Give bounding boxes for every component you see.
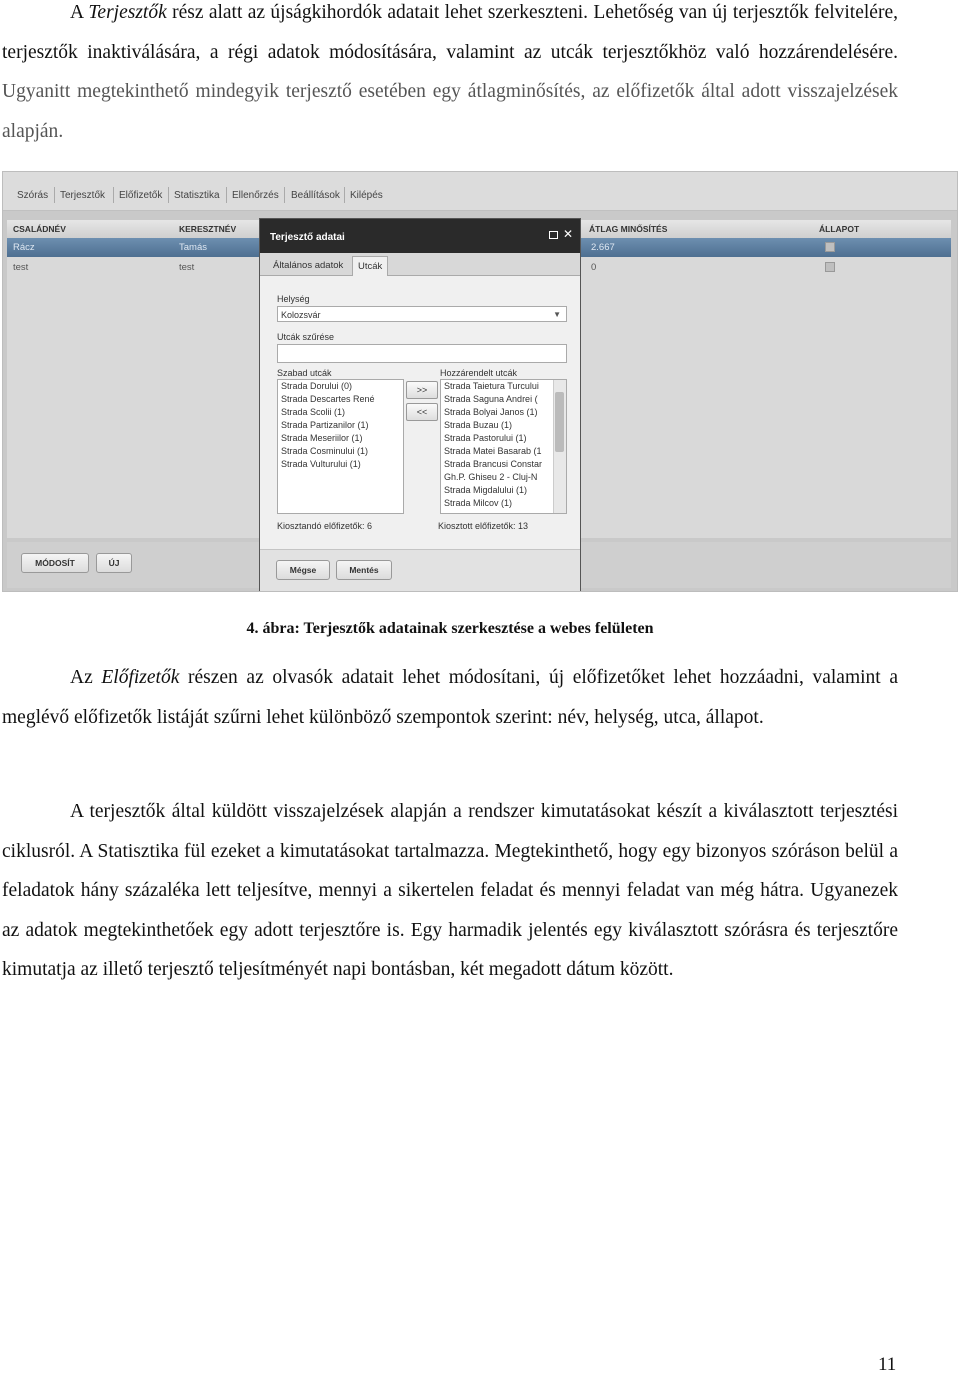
col-rating[interactable]: ÁTLAG MINŐSÍTÉS bbox=[589, 224, 668, 234]
tab-streets[interactable]: Utcák bbox=[352, 256, 388, 276]
list-item[interactable]: Strada Pastorului (1) bbox=[444, 433, 527, 443]
nav-tab-kilepes[interactable]: Kilépés bbox=[350, 190, 383, 201]
list-item[interactable]: Strada Saguna Andrei ( bbox=[444, 394, 538, 404]
list-item[interactable]: Strada Brancusi Constar bbox=[444, 459, 543, 469]
dialog-titlebar bbox=[260, 219, 580, 253]
nav-tab-terjesztok[interactable]: Terjesztők bbox=[60, 190, 106, 201]
list-item[interactable]: Strada Cosminului (1) bbox=[281, 446, 369, 456]
col-status[interactable]: ÁLLAPOT bbox=[819, 224, 860, 234]
city-label: Helység bbox=[277, 294, 310, 304]
distributor-dialog bbox=[259, 218, 581, 592]
city-value: Kolozsvár bbox=[281, 310, 321, 320]
list-item[interactable]: Gh.P. Ghiseu 2 - Cluj-N bbox=[444, 472, 538, 482]
list-item[interactable]: Strada Milcov (1) bbox=[444, 498, 513, 508]
list-item[interactable]: Strada Dorului (0) bbox=[281, 381, 353, 391]
list-item[interactable]: Strada Migdalului (1) bbox=[444, 485, 528, 495]
move-right-button[interactable]: >> bbox=[406, 381, 438, 399]
app-nav bbox=[3, 172, 957, 211]
save-button[interactable]: Mentés bbox=[336, 560, 392, 580]
col-lastname[interactable]: CSALÁDNÉV bbox=[13, 224, 66, 234]
p2-indent: Az bbox=[70, 667, 102, 688]
intro-paragraph bbox=[2, 0, 898, 151]
nav-tab-ellenorzes[interactable]: Ellenőrzés bbox=[232, 190, 279, 201]
cell-rating: 0 bbox=[591, 262, 597, 273]
list-item[interactable]: Strada Taietura Turcului bbox=[444, 381, 539, 391]
street-filter-input[interactable] bbox=[277, 344, 567, 363]
app-screenshot bbox=[2, 171, 958, 592]
nav-tab-elofizetok[interactable]: Előfizetők bbox=[119, 190, 163, 201]
city-select[interactable] bbox=[277, 306, 567, 322]
figure-caption: 4. ábra: Terjesztők adatainak szerkesztése a webes felületen bbox=[246, 620, 654, 637]
tab-general[interactable]: Általános adatok bbox=[273, 260, 344, 271]
list-item[interactable]: Strada Vulturului (1) bbox=[281, 459, 361, 469]
cancel-button[interactable]: Mégse bbox=[276, 560, 330, 580]
assigned-streets-label: Hozzárendelt utcák bbox=[440, 368, 518, 378]
intro-text-2: Ugyanitt megtekinthető mindegyik terjesztő esetében egy átlagminősítés, az előfizetők által adott visszajelzések alapján bbox=[2, 81, 898, 142]
dialog-title: Terjesztő adatai bbox=[270, 232, 345, 243]
list-item[interactable]: Strada Scolii (1) bbox=[281, 407, 346, 417]
list-item[interactable]: Strada Partizanilor (1) bbox=[281, 420, 369, 430]
statistics-paragraph: A terjesztők által küldött visszajelzések alapján a rendszer kimutatásokat készít a kiválasztott terjesztési ciklusról. A Statisztika fül ezeket a kimutatásokat tartalmazza. Megtekinthető, hogy egy bizonyos szóráson belül a feladatok hány százaléka lett teljesítve, mennyi a sikertelen feladat és mennyi feladat van még hátra. Ugyanezek az adatok megtekinthetőek egy adott terjesztőre is. Egy harmadik jelentés egy kiválasztott szórásra és terjesztőre kimutatja az illető terjesztő teljesítményét napi bontásban, két megadott dátum között. bbox=[2, 801, 898, 980]
dialog-tabs bbox=[260, 253, 580, 276]
intro-indent: A bbox=[70, 2, 89, 23]
cell-firstname: Tamás bbox=[179, 242, 207, 253]
chevron-down-icon: ▼ bbox=[553, 310, 561, 319]
intro-end: . bbox=[58, 120, 64, 142]
status-checkbox[interactable] bbox=[825, 242, 835, 252]
scrollbar-thumb[interactable] bbox=[555, 392, 564, 452]
filter-label: Utcák szűrése bbox=[277, 332, 335, 342]
close-icon[interactable]: ✕ bbox=[563, 227, 574, 241]
col-firstname[interactable]: KERESZTNÉV bbox=[179, 224, 237, 234]
free-count: Kiosztandó előfizetők: 6 bbox=[277, 521, 373, 531]
list-item[interactable]: Strada Matei Basarab (1 bbox=[444, 446, 542, 456]
maximize-icon[interactable] bbox=[549, 231, 558, 239]
free-streets-label: Szabad utcák bbox=[277, 368, 332, 378]
list-item[interactable]: Strada Bolyai Janos (1) bbox=[444, 407, 538, 417]
cell-lastname: test bbox=[13, 262, 29, 273]
assigned-count: Kiosztott előfizetők: 13 bbox=[438, 521, 529, 531]
list-item[interactable]: Strada Buzau (1) bbox=[444, 420, 513, 430]
modify-button[interactable]: MÓDOSÍT bbox=[21, 553, 89, 573]
cell-firstname: test bbox=[179, 262, 195, 273]
list-item[interactable]: Strada Meseriilor (1) bbox=[281, 433, 363, 443]
scrollbar[interactable] bbox=[553, 380, 566, 513]
nav-tab-beallitasok[interactable]: Beállítások bbox=[291, 190, 340, 201]
p2-text: részen az olvasók adatait lehet módosítani, új előfizetőket lehet hozzáadni, valamint a meglévő előfizetők listáját szűrni lehet különböző szempontok szerint: név, helység, utca, állapot. bbox=[2, 667, 898, 728]
page-number: 11 bbox=[878, 1354, 897, 1375]
nav-tab-szoras[interactable]: Szórás bbox=[17, 190, 49, 201]
new-button[interactable]: ÚJ bbox=[96, 553, 132, 573]
dialog-footer bbox=[260, 549, 580, 592]
move-left-button[interactable]: << bbox=[406, 403, 438, 421]
nav-tab-statisztika[interactable]: Statisztika bbox=[174, 190, 220, 201]
list-item[interactable]: Strada Descartes René bbox=[281, 394, 375, 404]
intro-term: Terjesztők bbox=[88, 2, 167, 23]
free-streets-list[interactable] bbox=[277, 379, 404, 514]
p2-term: Előfizetők bbox=[101, 667, 180, 688]
cell-rating: 2.667 bbox=[591, 242, 615, 253]
assigned-streets-list[interactable] bbox=[440, 379, 567, 514]
subscribers-paragraph bbox=[2, 658, 898, 737]
cell-lastname: Rácz bbox=[13, 242, 35, 253]
status-checkbox[interactable] bbox=[825, 262, 835, 272]
intro-text: rész alatt az újságkihordók adatait lehet szerkeszteni. Lehetőség van új terjesztők felvitelére, terjesztők inaktiválására, a régi adatok módosítására, valamint az utcák terjesztőkhöz való hozzárendelésére. bbox=[2, 2, 898, 63]
